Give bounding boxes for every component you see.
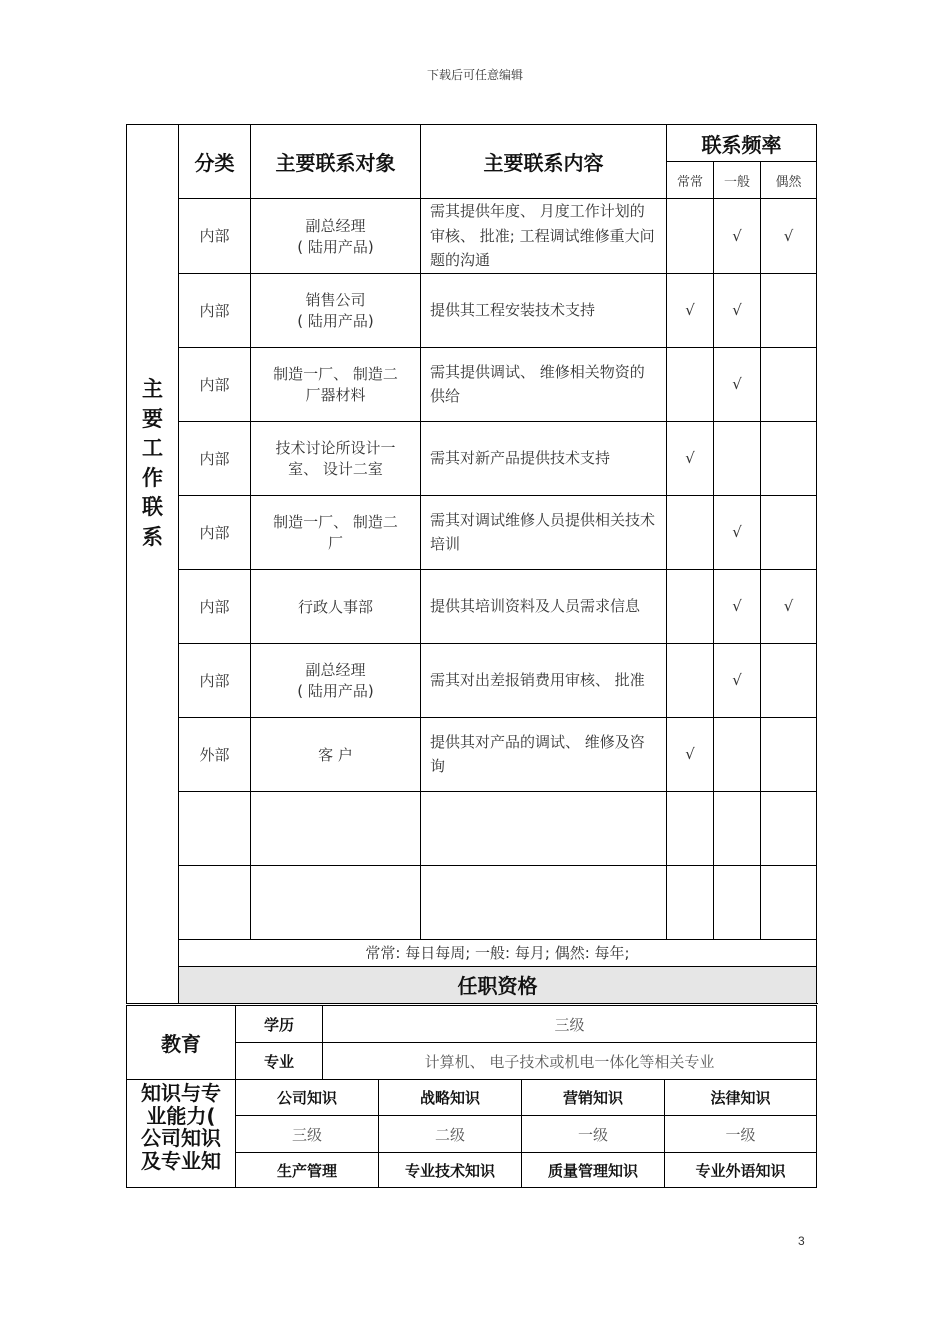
row-content xyxy=(421,865,667,939)
table-row xyxy=(127,791,817,865)
table-row xyxy=(127,347,817,421)
page-number: 3 xyxy=(798,1234,805,1248)
row-normal-mark: √ xyxy=(714,643,761,717)
row-category: 内部 xyxy=(179,421,251,495)
table-row xyxy=(127,421,817,495)
table-row xyxy=(127,865,817,939)
row-content: 需其提供调试、 维修相关物资的供给 xyxy=(421,347,667,421)
table-row xyxy=(127,717,817,791)
row-content: 需其对调试维修人员提供相关技术培训 xyxy=(421,495,667,569)
header-note: 下载后可任意编辑 xyxy=(426,68,523,82)
knowledge-header-production: 生产管理 xyxy=(236,1153,379,1188)
col-header-content: 主要联系内容 xyxy=(421,125,667,199)
knowledge-label: 知识与专 业能力( 公司知识 及专业知 xyxy=(127,1080,236,1188)
knowledge-header-foreign-language: 专业外语知识 xyxy=(665,1153,817,1188)
row-target xyxy=(251,791,421,865)
row-target: 行政人事部 xyxy=(251,569,421,643)
row-target: 技术讨论所设计一 室、 设计二室 xyxy=(251,421,421,495)
row-often-mark: √ xyxy=(667,717,714,791)
row-normal-mark xyxy=(714,717,761,791)
row-normal-mark xyxy=(714,421,761,495)
row-content: 需其对新产品提供技术支持 xyxy=(421,421,667,495)
knowledge-level-company: 三级 xyxy=(236,1116,379,1153)
freq-header-normal: 一般 xyxy=(714,162,761,199)
row-rare-mark xyxy=(761,273,817,347)
table-row xyxy=(127,495,817,569)
row-target xyxy=(251,865,421,939)
row-target: 销售公司 ( 陆用产品) xyxy=(251,273,421,347)
row-rare-mark xyxy=(761,347,817,421)
degree-label: 学历 xyxy=(236,1006,323,1043)
row-often-mark xyxy=(667,865,714,939)
row-often-mark xyxy=(667,199,714,274)
row-target: 副总经理 ( 陆用产品) xyxy=(251,643,421,717)
row-category: 内部 xyxy=(179,569,251,643)
table-row xyxy=(127,569,817,643)
work-contacts-table xyxy=(126,124,817,1004)
row-rare-mark xyxy=(761,717,817,791)
knowledge-header-strategy: 战略知识 xyxy=(379,1080,522,1116)
row-often-mark xyxy=(667,643,714,717)
row-content: 提供其工程安装技术支持 xyxy=(421,273,667,347)
col-header-target: 主要联系对象 xyxy=(251,125,421,199)
row-normal-mark: √ xyxy=(714,569,761,643)
knowledge-level-strategy: 二级 xyxy=(379,1116,522,1153)
row-rare-mark xyxy=(761,791,817,865)
row-normal-mark xyxy=(714,791,761,865)
education-label: 教育 xyxy=(127,1006,236,1080)
frequency-footnote: 常常: 每日每周; 一般: 每月; 偶然: 每年; xyxy=(179,939,817,966)
row-rare-mark: √ xyxy=(761,569,817,643)
knowledge-level-marketing: 一级 xyxy=(522,1116,665,1153)
education-table xyxy=(126,1005,817,1080)
knowledge-header-marketing: 营销知识 xyxy=(522,1080,665,1116)
row-rare-mark xyxy=(761,643,817,717)
row-content: 需其对出差报销费用审核、 批准 xyxy=(421,643,667,717)
section-label-work-contacts: 主 要 工 作 联 系 xyxy=(127,125,179,1004)
major-value: 计算机、 电子技术或机电一体化等相关专业 xyxy=(323,1043,817,1080)
col-header-frequency: 联系频率 xyxy=(667,125,817,162)
row-often-mark: √ xyxy=(667,273,714,347)
knowledge-level-law: 一级 xyxy=(665,1116,817,1153)
row-category: 内部 xyxy=(179,347,251,421)
row-content xyxy=(421,791,667,865)
row-category: 外部 xyxy=(179,717,251,791)
degree-value: 三级 xyxy=(323,1006,817,1043)
knowledge-header-technical: 专业技术知识 xyxy=(379,1153,522,1188)
row-target: 客 户 xyxy=(251,717,421,791)
row-normal-mark xyxy=(714,865,761,939)
row-often-mark: √ xyxy=(667,421,714,495)
freq-header-rare: 偶然 xyxy=(761,162,817,199)
row-category: 内部 xyxy=(179,495,251,569)
row-often-mark xyxy=(667,495,714,569)
row-content: 提供其对产品的调试、 维修及咨询 xyxy=(421,717,667,791)
row-category xyxy=(179,791,251,865)
knowledge-header-company: 公司知识 xyxy=(236,1080,379,1116)
row-often-mark xyxy=(667,569,714,643)
freq-header-often: 常常 xyxy=(667,162,714,199)
col-header-category: 分类 xyxy=(179,125,251,199)
knowledge-header-quality: 质量管理知识 xyxy=(522,1153,665,1188)
row-target: 副总经理 ( 陆用产品) xyxy=(251,199,421,274)
table-row xyxy=(127,643,817,717)
row-often-mark xyxy=(667,347,714,421)
knowledge-table xyxy=(126,1079,817,1188)
row-normal-mark: √ xyxy=(714,273,761,347)
knowledge-header-law: 法律知识 xyxy=(665,1080,817,1116)
row-rare-mark xyxy=(761,495,817,569)
row-content: 需其提供年度、 月度工作计划的审核、 批准; 工程调试维修重大问题的沟通 xyxy=(421,199,667,274)
row-rare-mark xyxy=(761,421,817,495)
row-target: 制造一厂、 制造二 厂器材料 xyxy=(251,347,421,421)
major-label: 专业 xyxy=(236,1043,323,1080)
row-category: 内部 xyxy=(179,199,251,274)
row-category xyxy=(179,865,251,939)
row-content: 提供其培训资料及人员需求信息 xyxy=(421,569,667,643)
row-rare-mark xyxy=(761,865,817,939)
table-row xyxy=(127,273,817,347)
row-normal-mark: √ xyxy=(714,347,761,421)
row-category: 内部 xyxy=(179,643,251,717)
row-category: 内部 xyxy=(179,273,251,347)
qualification-section-title: 任职资格 xyxy=(179,966,817,1003)
row-often-mark xyxy=(667,791,714,865)
row-normal-mark: √ xyxy=(714,495,761,569)
row-rare-mark: √ xyxy=(761,199,817,274)
row-normal-mark: √ xyxy=(714,199,761,274)
table-row xyxy=(127,199,817,274)
row-target: 制造一厂、 制造二 厂 xyxy=(251,495,421,569)
